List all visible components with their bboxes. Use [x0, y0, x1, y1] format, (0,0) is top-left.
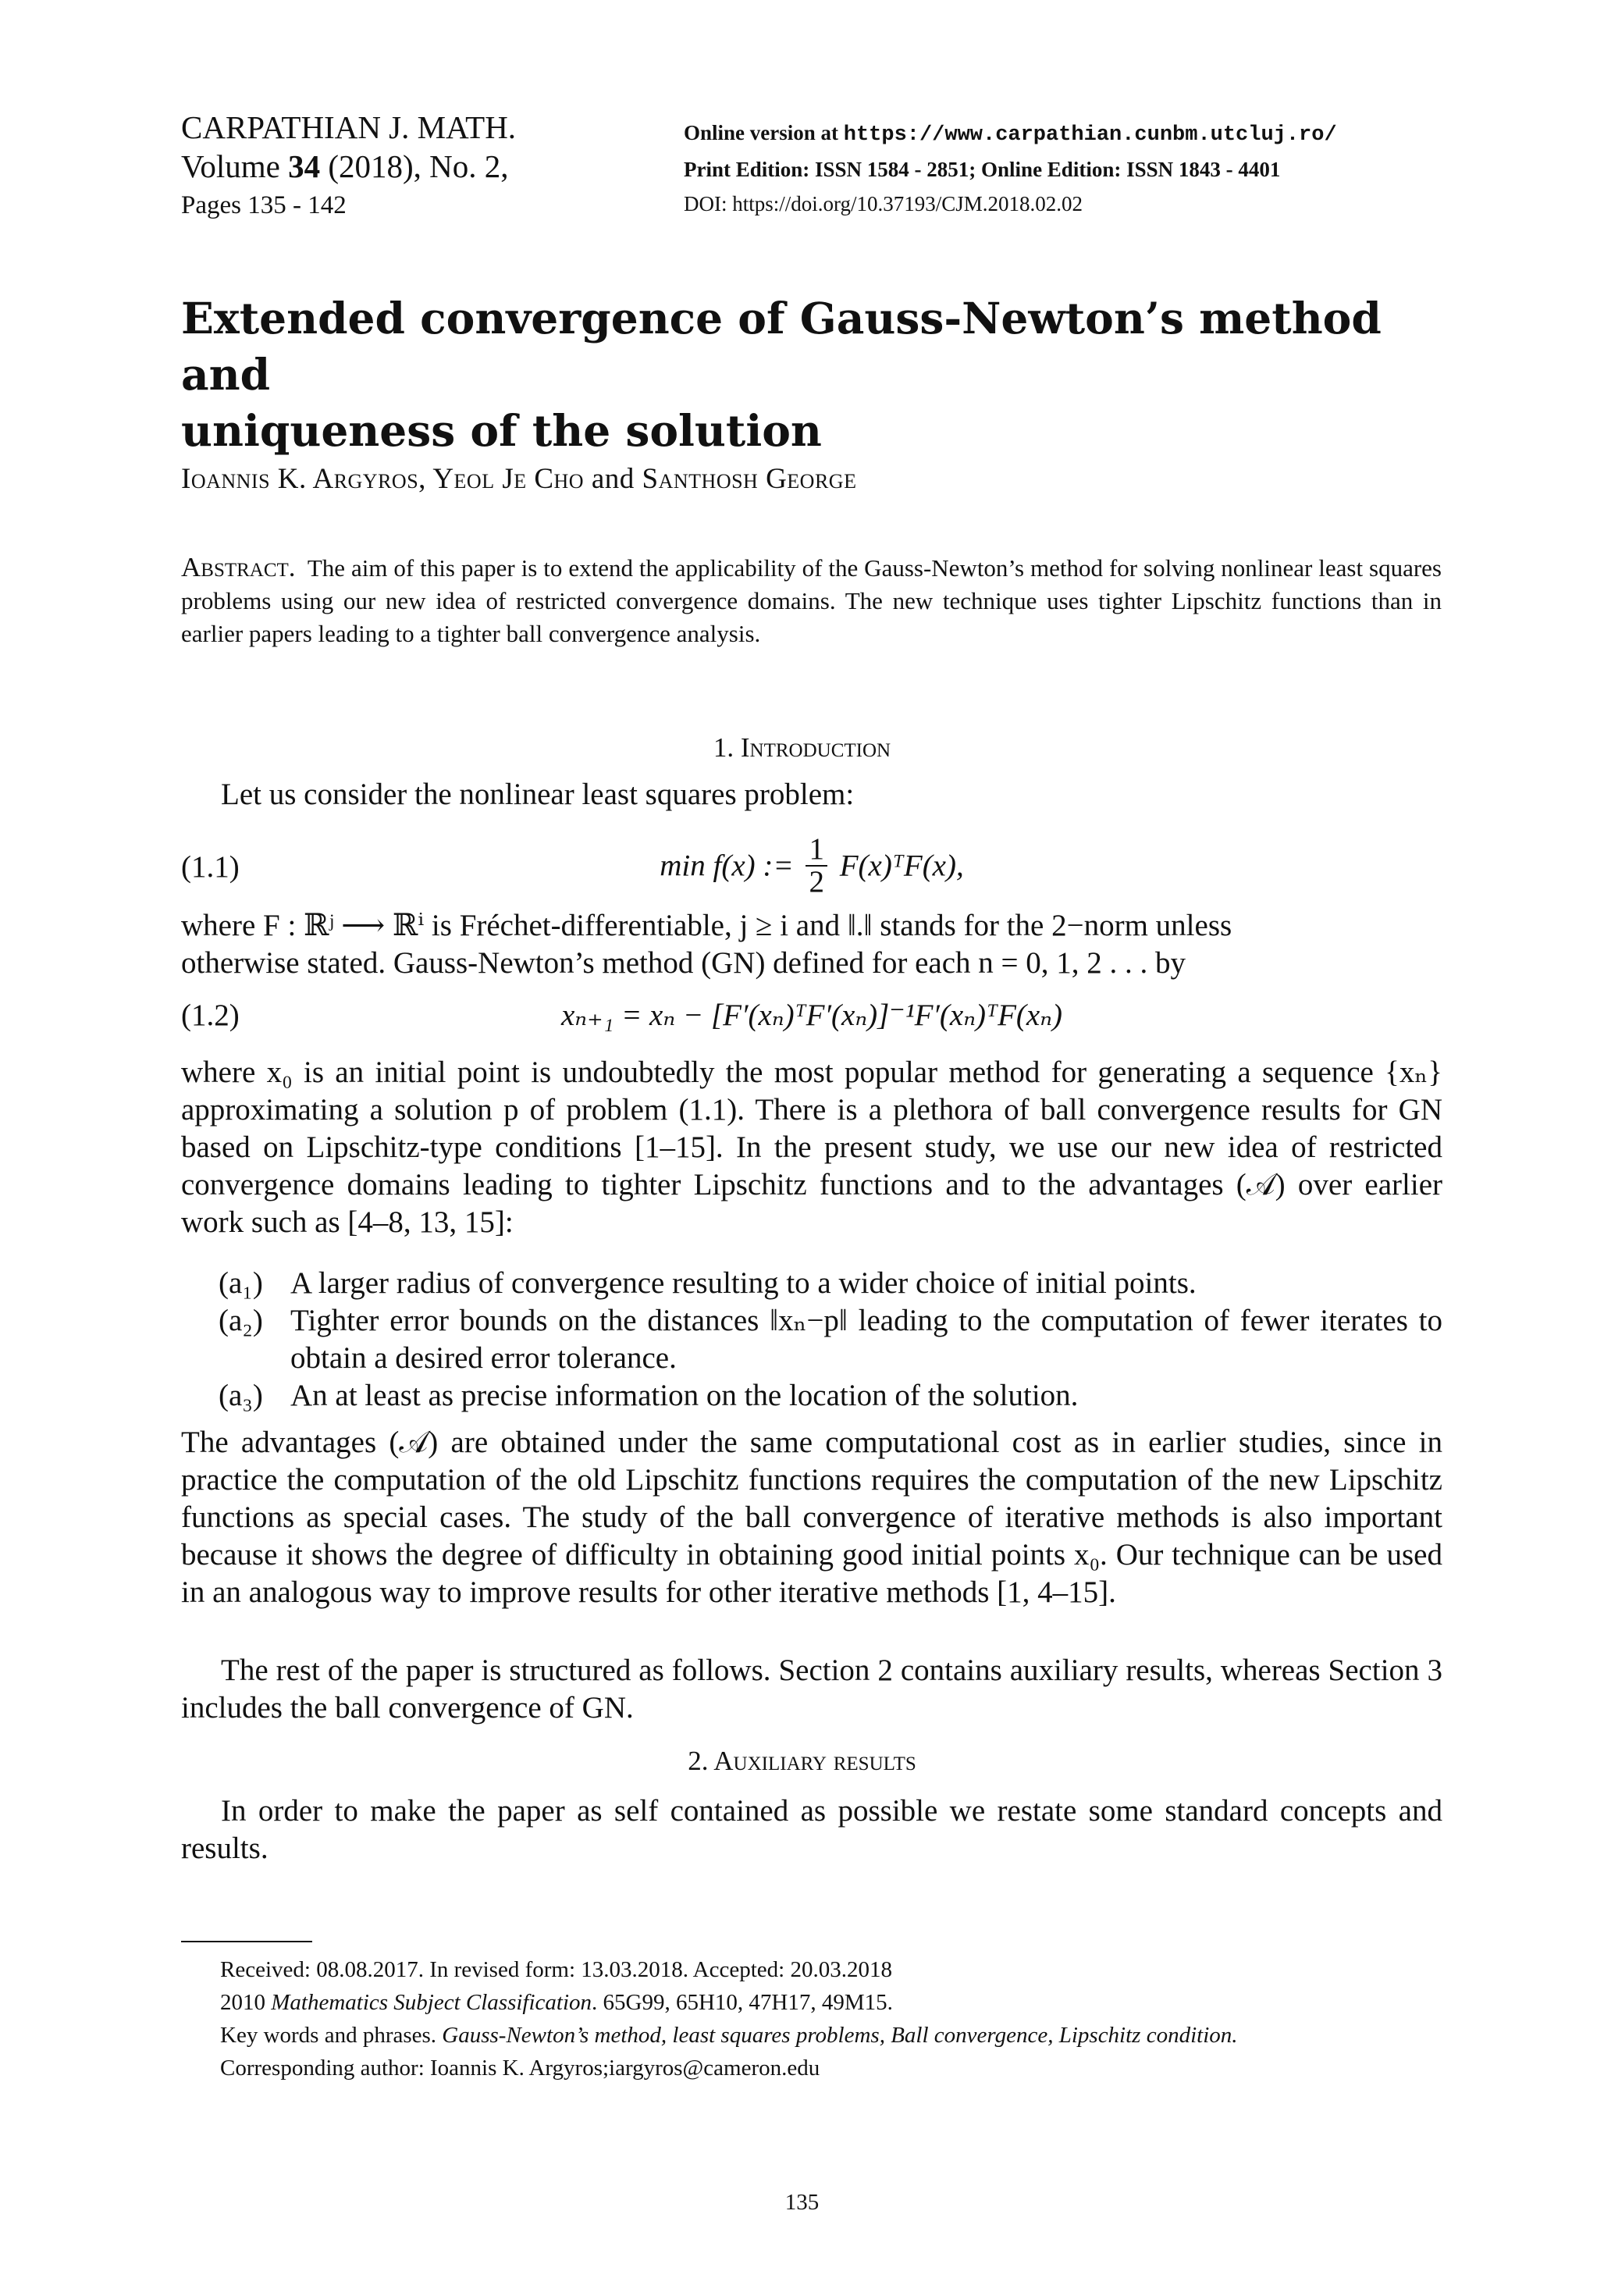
item-label: (a₃) [219, 1379, 263, 1412]
journal-pages: Pages 135 - 142 [181, 191, 347, 219]
equation-1-1 [181, 832, 1442, 899]
online-url-link[interactable]: https://www.carpathian.cunbm.utcluj.ro/ [843, 123, 1337, 147]
journal-citation [181, 108, 516, 225]
keywords: Key words and phrases. Gauss-Newton’s method, least squares problems, Ball convergence, Lipschitz condition. [220, 2023, 1238, 2048]
doi-link[interactable]: DOI: https://doi.org/10.37193/CJM.2018.02.02 [684, 192, 1083, 215]
received-dates: Received: 08.08.2017. In revised form: 13.03.2018. Accepted: 20.03.2018 [220, 1957, 892, 1982]
section-2-heading: 2. Auxiliary results [688, 1746, 916, 1776]
online-version: Online version at https://www.carpathian.cunbm.utcluj.ro/ [684, 121, 1337, 147]
author-cho: Yeol Je Cho [432, 463, 585, 495]
publication-info [684, 116, 1337, 221]
list-item [181, 1302, 1442, 1377]
abstract-label: Abstract. [181, 552, 296, 582]
corresponding-author: Corresponding author: Ioannis K. Argyros;iargyros@cameron.edu [220, 2056, 820, 2081]
author-separator: and [584, 463, 642, 495]
abstract [181, 551, 1442, 650]
author-george: Santhosh George [642, 463, 857, 495]
fraction [806, 834, 827, 898]
issn-line: Print Edition: ISSN 1584 - 2851; Online Edition: ISSN 1843 - 4401 [684, 158, 1281, 181]
paragraph-definitions [181, 907, 1442, 982]
item-text: A larger radius of convergence resulting to a wider choice of initial points. [290, 1266, 1197, 1300]
item-text: Tighter error bounds on the distances ‖xₙ−p‖ leading to the computation of fewer iterates to obtain a desired error tolerance. [290, 1304, 1442, 1375]
equation-1-2 [181, 998, 1442, 1060]
paragraph-line: where F : ℝʲ ⟶ ℝⁱ is Fréchet-differentiable, j ≥ i and ‖.‖ stands for the 2−norm unless [181, 909, 1232, 942]
title-line-2: uniqueness of the solution [181, 405, 822, 456]
list-item [181, 1265, 1442, 1302]
paragraph-gn-method: where x₀ is an initial point is undoubtedly the most popular method for generating a sequence {xₙ} approximating a solution p of problem (1.1). There is a plethora of ball convergence results for GN based on Lipschitz-type conditions [1–15]. In the present study, we use our new idea of restricted convergence domains leading to tighter Lipschitz functions and to the advantages (𝒜) over earlier work such as [4–8, 13, 15]: [181, 1055, 1442, 1239]
item-label: (a₁) [219, 1266, 263, 1300]
paragraph-line: otherwise stated. Gauss-Newton’s method (GN) defined for each n = 0, 1, 2 . . . by [181, 946, 1186, 980]
equation-rhs: F(x)ᵀF(x), [839, 849, 964, 883]
msc-classification: 2010 Mathematics Subject Classification. 65G99, 65H10, 47H17, 49M15. [220, 1990, 893, 2015]
footnotes [220, 1953, 1446, 2084]
fraction-numerator: 1 [806, 834, 827, 867]
equation-number: (1.2) [181, 998, 240, 1032]
author-list [181, 462, 856, 496]
paragraph-structure: The rest of the paper is structured as follows. Section 2 contains auxiliary results, whereas Section 3 includes the ball convergence of GN. [181, 1653, 1442, 1725]
author-argyros: Ioannis K. Argyros [181, 463, 419, 495]
fraction-denominator: 2 [809, 865, 824, 899]
equation-expression [181, 834, 1442, 898]
title-line-1: Extended convergence of Gauss-Newton’s method and [181, 293, 1382, 400]
list-item [181, 1377, 1442, 1415]
item-text: An at least as precise information on the location of the solution. [290, 1379, 1079, 1412]
journal-name: CARPATHIAN J. MATH. [181, 109, 517, 145]
page-number: 135 [784, 2190, 820, 2215]
equation-lhs: min f(x) := [660, 849, 794, 883]
section-1-heading: 1. Introduction [713, 732, 891, 763]
author-separator: , [418, 463, 433, 495]
paper-title [181, 290, 1446, 459]
footnote-divider [181, 1941, 312, 1942]
item-label: (a₂) [219, 1304, 263, 1337]
paragraph-auxiliary: In order to make the paper as self contained as possible we restate some standard concepts and results. [181, 1794, 1442, 1865]
intro-sentence: Let us consider the nonlinear least squares problem: [221, 778, 855, 811]
paragraph-advantages: The advantages (𝒜) are obtained under the same computational cost as in earlier studies, since in practice the computation of the old Lipschitz functions requires the computation of the new Lipschitz functions as special cases. The study of the ball convergence of iterative methods is also important because it shows the degree of difficulty in obtaining good initial points x₀. Our technique can be used in an analogous way to improve results for other iterative methods [1, 4–15]. [181, 1426, 1442, 1609]
equation-number: (1.1) [181, 850, 240, 884]
journal-volume: Volume 34 (2018), No. 2, [181, 148, 509, 184]
equation-expression: xₙ₊₁ = xₙ − [F′(xₙ)ᵀF′(xₙ)]⁻¹F′(xₙ)ᵀF(xₙ) [560, 998, 1062, 1032]
abstract-text: The aim of this paper is to extend the applicability of the Gauss-Newton’s method for solving nonlinear least squares problems using our new idea of restricted convergence domains. The new technique uses tighter Lipschitz functions than in earlier papers leading to a tighter ball convergence analysis. [181, 554, 1442, 647]
